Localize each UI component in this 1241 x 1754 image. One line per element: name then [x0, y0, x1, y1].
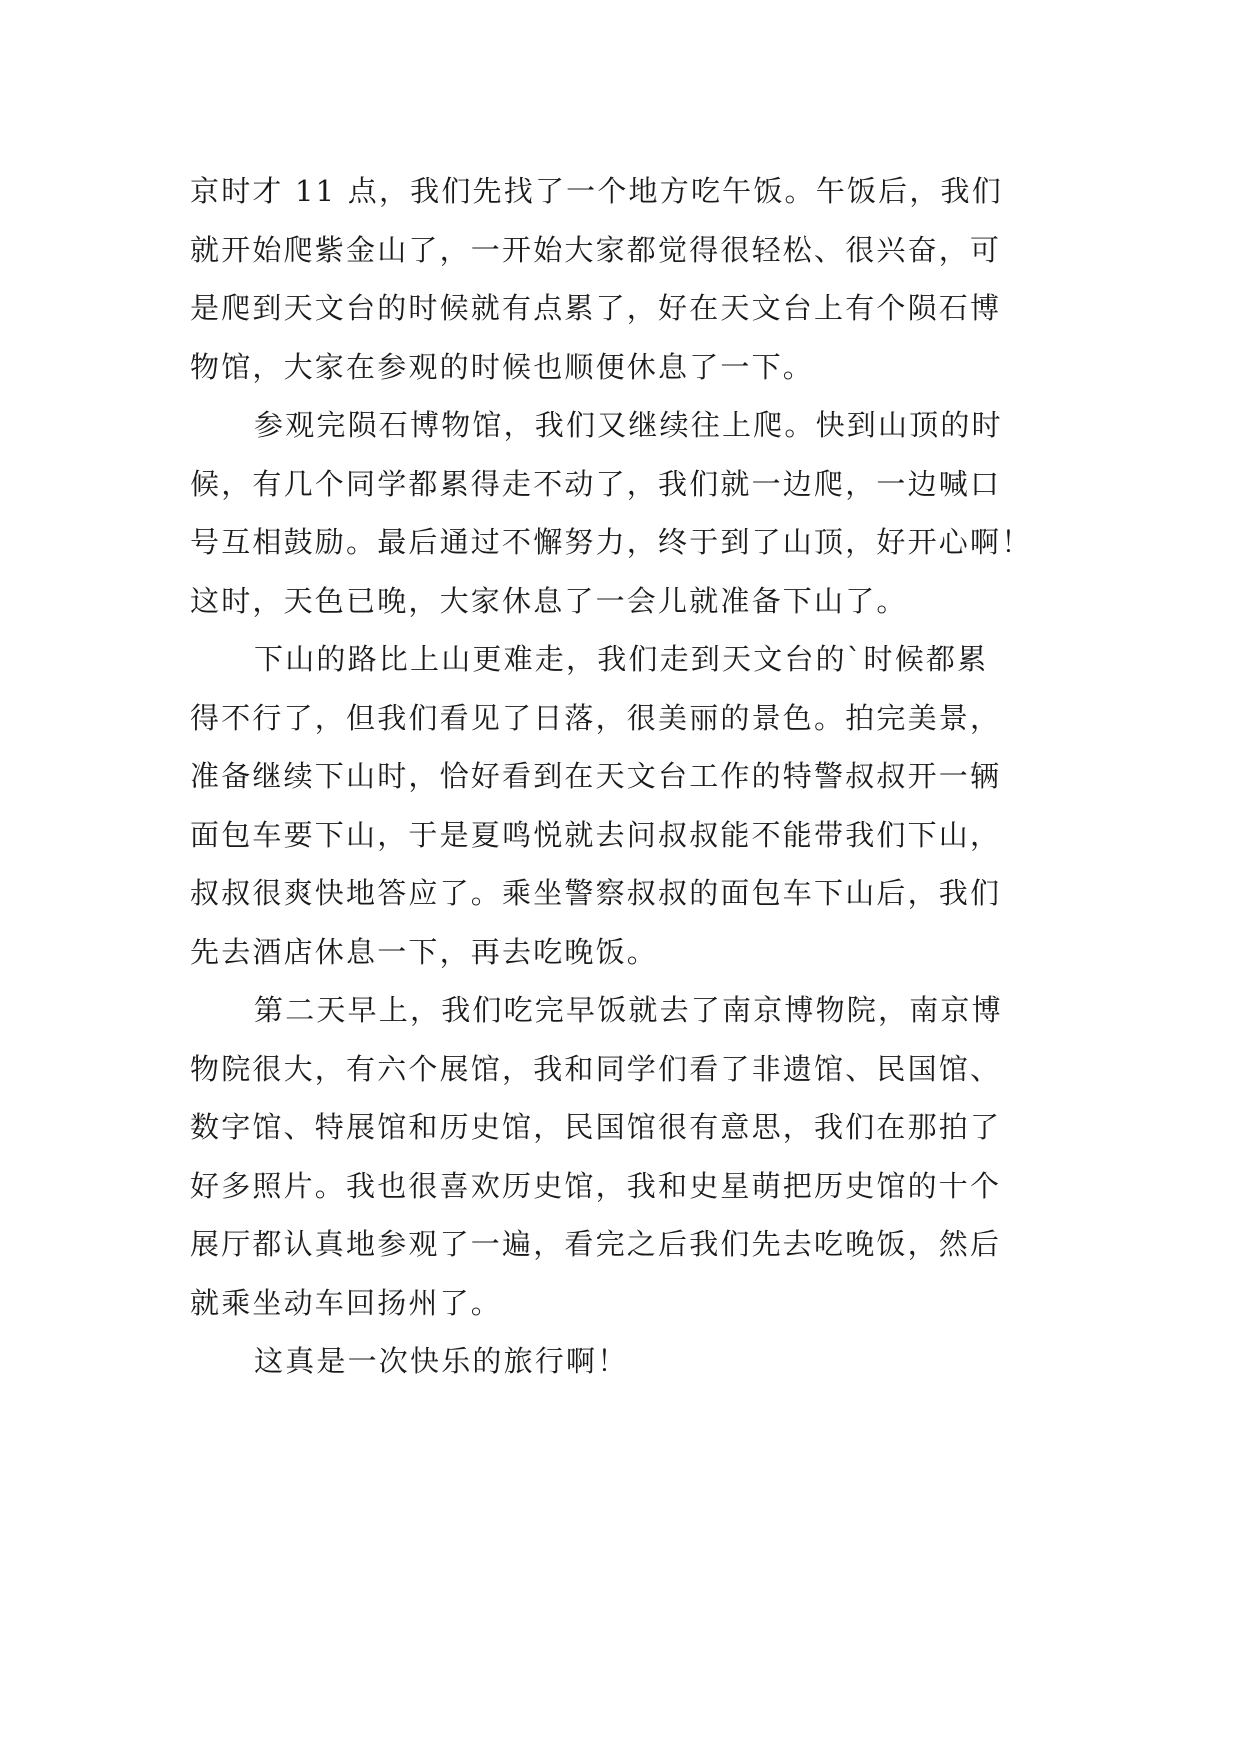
text-line: 京时才 11 点，我们先找了一个地方吃午饭。午饭后，我们 [190, 174, 1003, 208]
paragraph-first-line: 第二天早上，我们吃完早饭就去了南京博物院，南京博 [254, 993, 1003, 1027]
text-line: 得不行了，但我们看见了日落，很美丽的景色。拍完美景， [190, 700, 1002, 735]
paragraph-first-line: 这真是一次快乐的旅行啊！ [254, 1344, 629, 1378]
text-line: 物院很大，有六个展馆，我和同学们看了非遗馆、民国馆、 [190, 1051, 1002, 1086]
text-line: 这时，天色已晚，大家休息了一会儿就准备下山了。 [190, 583, 908, 618]
text-line: 数字馆、特展馆和历史馆，民国馆很有意思，我们在那拍了 [190, 1110, 1002, 1144]
text-line: 好多照片。我也很喜欢历史馆，我和史星萌把历史馆的十个 [190, 1168, 1002, 1203]
text-line: 面包车要下山，于是夏鸣悦就去问叔叔能不能带我们下山， [190, 817, 1002, 852]
text-line: 就乘坐动车回扬州了。 [190, 1285, 503, 1320]
text-line: 准备继续下山时，恰好看到在天文台工作的特警叔叔开一辆 [190, 759, 1002, 793]
text-line: 是爬到天文台的时候就有点累了，好在天文台上有个陨石博 [190, 291, 1002, 325]
text-line: 展厅都认真地参观了一遍，看完之后我们先去吃晚饭，然后 [190, 1227, 1002, 1261]
paragraph-first-line: 下山的路比上山更难走，我们走到天文台的`时候都累 [254, 642, 989, 676]
text-line: 号互相鼓励。最后通过不懈努力，终于到了山顶，好开心啊！ [190, 525, 1033, 559]
text-line: 叔叔很爽快地答应了。乘坐警察叔叔的面包车下山后，我们 [190, 876, 1002, 910]
text-line: 物馆，大家在参观的时候也顺便休息了一下。 [190, 349, 815, 384]
paragraph-first-line: 参观完陨石博物馆，我们又继续往上爬。快到山顶的时 [254, 408, 1003, 442]
text-line: 就开始爬紫金山了，一开始大家都觉得很轻松、很兴奋，可 [190, 232, 1002, 267]
text-line: 候，有几个同学都累得走不动了，我们就一边爬，一边喊口 [190, 466, 1002, 501]
text-line: 先去酒店休息一下，再去吃晚饭。 [190, 934, 659, 969]
essay-body [190, 162, 1070, 1391]
